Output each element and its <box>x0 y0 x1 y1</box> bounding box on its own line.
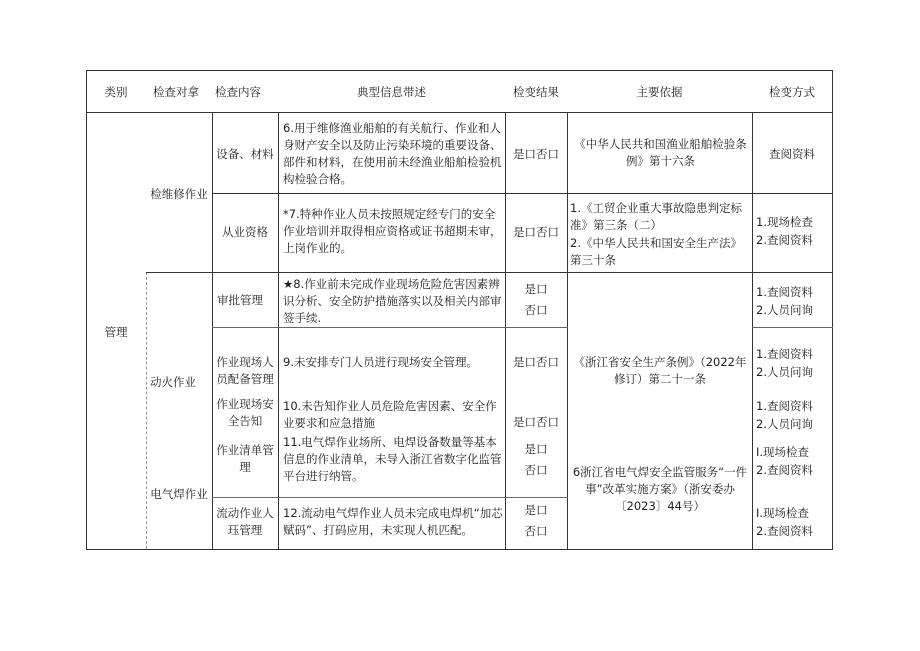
header-category: 类别 <box>104 85 128 99</box>
row-line-4 <box>212 497 568 498</box>
row6-method-1: I.现场检查 <box>756 445 810 459</box>
row-line-3b <box>752 327 833 328</box>
group-maintenance: 检维修作业 <box>150 187 208 201</box>
col-line-method-left <box>752 112 753 549</box>
row3-content: 审批管理 <box>217 293 263 307</box>
row7-description: 12.流动电气焊作业人员未完成电焊机“加芯赋码”、打码应用，未实现人机匹配。 <box>283 506 503 537</box>
row1-method: 查阅资料 <box>769 147 815 161</box>
basis-1: 《中华人民共和国渔业船舶检验条例》第十六条 <box>574 137 747 168</box>
row7-content: 流动作业人珏管理 <box>216 506 274 537</box>
row-line-3 <box>212 327 568 328</box>
basis-2-2: 2.《中华人民共和国安全生产法》第三十条 <box>570 236 742 267</box>
header-basis: 主要依据 <box>636 85 683 99</box>
row-line-1 <box>212 193 833 194</box>
row2-method-1: 1.现场检查 <box>756 215 813 229</box>
row5-method-2: 2.人员问询 <box>756 417 813 431</box>
row7-method-2: 2.查阅资料 <box>756 524 813 538</box>
row4-method-1: 1.查阅资料 <box>756 347 813 361</box>
row3-method-1: 1.查阅资料 <box>756 285 813 299</box>
row4-method-2: 2.人员问询 <box>756 365 813 379</box>
table-bottom-border <box>86 549 833 550</box>
basis-2-1: 1.《工贸企业重大事故隐患判定标准》第三条（二） <box>570 201 742 232</box>
row6-result-no: 否口 <box>524 463 548 477</box>
row4-result: 是口否口 <box>513 355 559 369</box>
header-separator <box>86 112 833 113</box>
header-method: 检变方式 <box>769 85 815 99</box>
header-description: 典型信息带述 <box>357 85 426 99</box>
row2-method-2: 2.查阅资料 <box>756 233 813 247</box>
row5-result: 是口否口 <box>513 415 559 429</box>
row1-description: 6.用于维修渔业船舶的有关航行、作业和人身财产安全以及防止污染环境的重要设备、部件和材料，在使用前未经渔业船舶检验机构检验合格。 <box>283 121 502 186</box>
col-line-result-left <box>505 112 506 549</box>
basis-4: 6浙江省电气焊安全监管服务“一件事”改革实施方案》（浙安委办〔2023〕44号） <box>572 465 748 513</box>
col-line-basis-left <box>567 112 568 549</box>
row-line-2 <box>146 272 833 273</box>
row6-description: 11.电气焊作业场所、电焊设备数量等基本信息的作业清单，未导入浙江省数字化监管平台进行纳管。 <box>283 435 502 483</box>
row3-result-no: 否口 <box>524 303 548 317</box>
row4-description: 9.未安排专门人员进行现场安全管理。 <box>283 355 478 369</box>
row2-description: *7.特种作业人员未按照规定经专门的安全作业培训并取得相应资格或证书超期未审，上岗作业的。 <box>283 207 502 255</box>
table-right-border <box>832 70 833 550</box>
category-label: 管理 <box>104 325 128 339</box>
row5-method-1: 1.查阅资料 <box>756 399 813 413</box>
row6-content: 作业清单管理 <box>216 443 274 474</box>
group-welding: 电气焊作业 <box>150 487 208 501</box>
row3-result-yes: 是口 <box>524 282 548 296</box>
header-result: 检变结果 <box>513 85 559 99</box>
row5-content: 作业现场安全告知 <box>216 397 274 428</box>
header-content: 检查内容 <box>215 85 261 99</box>
row2-content: 从业资格 <box>222 225 268 239</box>
row7-result-yes: 是口 <box>524 503 548 517</box>
header-object: 检查对拿 <box>153 85 199 99</box>
row6-method-2: 2.查阅资料 <box>756 463 813 477</box>
group-hotwork: 动火作业 <box>150 375 196 389</box>
table-left-border <box>86 70 87 550</box>
row7-method-1: I.现场检查 <box>756 506 810 520</box>
row7-result-no: 否口 <box>524 524 548 538</box>
row5-description: 10.未告知作业人员危险危害因素、安全作业要求和应急措施 <box>283 399 497 430</box>
row2-result: 是口否口 <box>513 225 559 239</box>
row3-description: ★8.作业前未完成作业现场危险危害因素辨识分析、安全防护措施落实以及相关内部审签手续. <box>283 277 502 325</box>
col-line-content-left <box>212 112 213 549</box>
table-top-border <box>86 70 833 71</box>
row1-result: 是口否口 <box>513 147 559 161</box>
row3-method-2: 2.人员问询 <box>756 303 813 317</box>
row1-content: 设备、材料 <box>216 147 274 161</box>
row6-result-yes: 是口 <box>524 442 548 456</box>
group-divider-dashed <box>146 272 147 549</box>
row4-content: 作业现场人员配备管理 <box>216 355 274 386</box>
basis-3: 《浙江省安全生产条例》（2022年修订）第二十一条 <box>573 355 747 386</box>
col-line-desc-left <box>278 112 279 549</box>
